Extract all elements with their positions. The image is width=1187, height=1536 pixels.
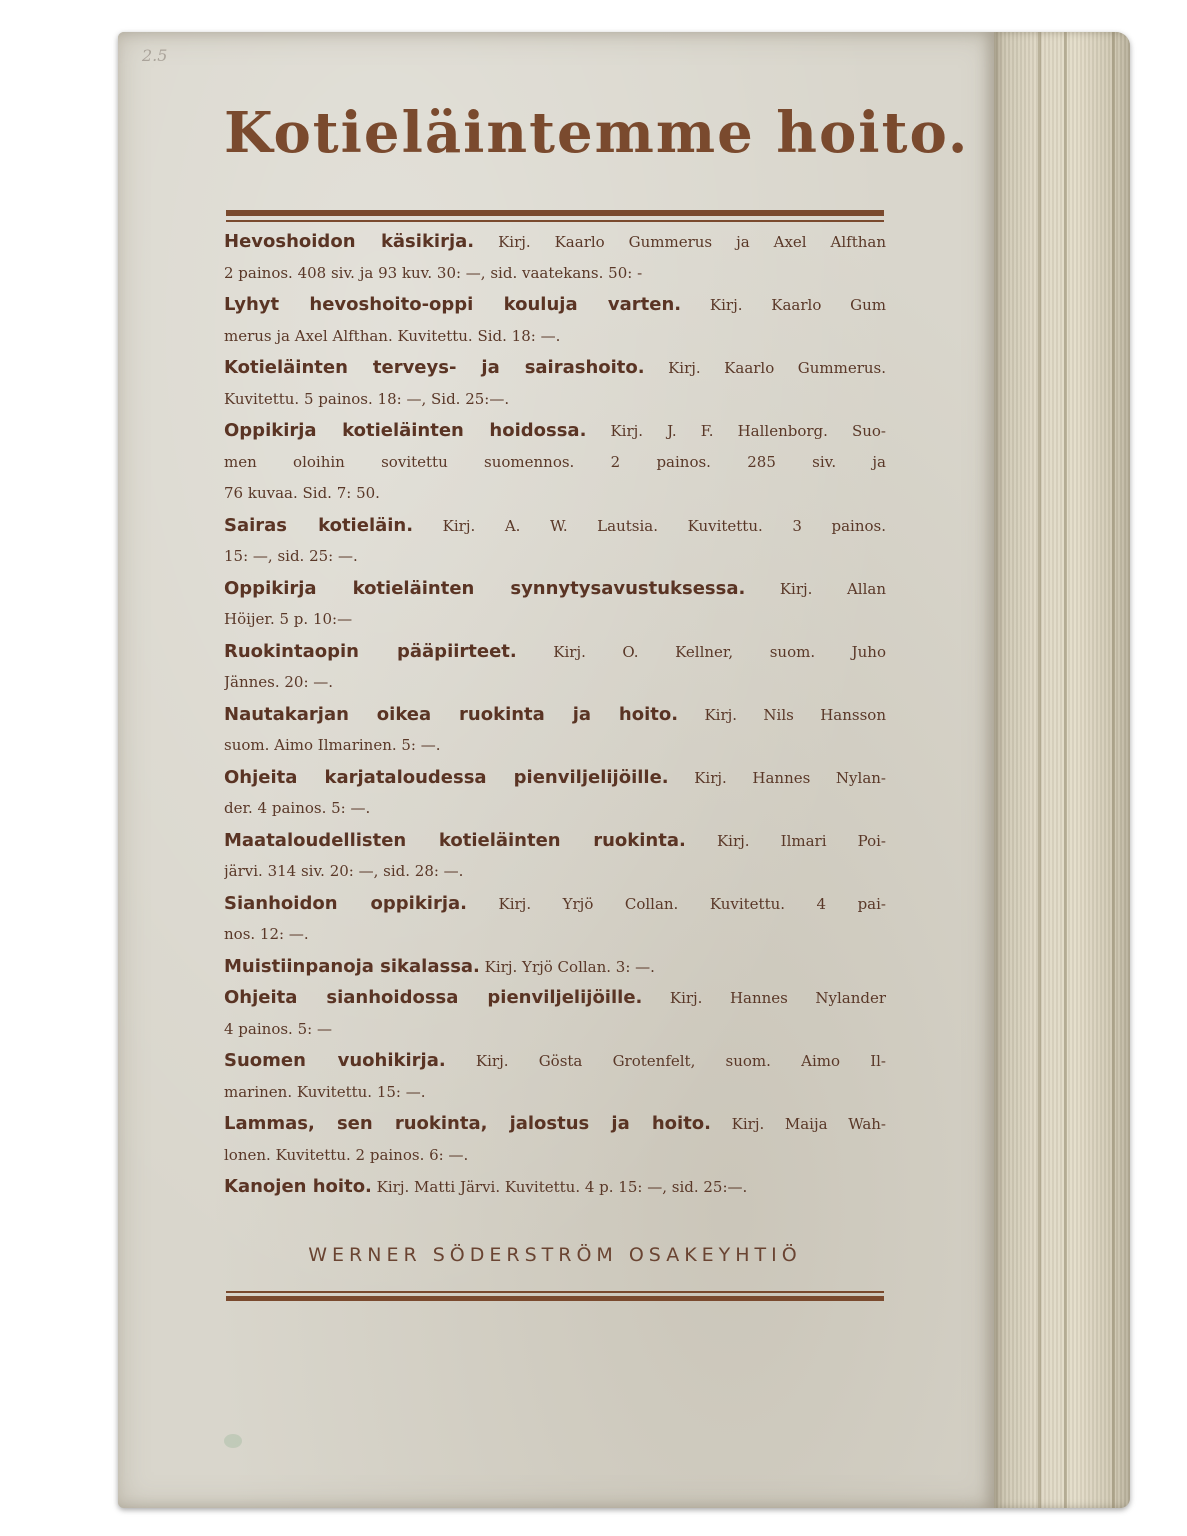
cover-panel: [118, 32, 994, 1508]
entry-line: [224, 699, 886, 731]
book-entry: [224, 1045, 886, 1108]
entry-line: [224, 447, 886, 479]
book-title: Lyhyt hevoshoito-oppi kouluja varten.: [224, 294, 682, 315]
entry-line: [224, 667, 886, 699]
book-entry: [224, 289, 886, 352]
book-entry: [224, 573, 886, 636]
entry-line: [224, 1014, 886, 1046]
book-details: 2 painos. 408 siv. ja 93 kuv. 30: —, sid. vaatekans. 50: -: [224, 263, 643, 282]
book-entry: [224, 982, 886, 1045]
book-details: men oloihin sovitettu suomennos. 2 painos. 285 siv. ja: [224, 452, 886, 471]
book-title: Ruokintaopin pääpiirteet.: [224, 640, 517, 662]
book-details: Kirj. Ilmari Poi-: [685, 831, 886, 850]
book-entry: [224, 510, 886, 573]
book-title: Nautakarjan oikea ruokinta ja hoito.: [224, 703, 679, 725]
entry-line: [224, 793, 886, 825]
entry-line: [224, 384, 886, 416]
entry-line: [224, 541, 886, 573]
book-details: Kirj. O. Kellner, suom. Juho: [516, 642, 886, 661]
pencil-mark: 2.5: [142, 46, 168, 65]
book-title: Kanojen hoito.: [224, 1176, 372, 1197]
book-list: [224, 226, 886, 1203]
page-title: Kotieläintemme hoito.: [224, 100, 970, 166]
cover-stain: [224, 1434, 242, 1448]
book-details: 76 kuvaa. Sid. 7: 50.: [224, 484, 380, 502]
entry-line: [224, 919, 886, 951]
entry-line: [224, 825, 886, 857]
entry-line: [224, 604, 886, 636]
book-details: lonen. Kuvitettu. 2 painos. 6: —.: [224, 1145, 469, 1164]
book-title: Hevoshoidon käsikirja.: [224, 231, 475, 252]
book-details: suom. Aimo Ilmarinen. 5: —.: [224, 736, 441, 754]
book-title: Maataloudellisten kotieläinten ruokinta.: [224, 829, 686, 851]
bottom-rule-thick: [226, 1296, 884, 1301]
book-title: Suomen vuohikirja.: [224, 1050, 446, 1071]
book-title: Muistiinpanoja sikalassa.: [224, 955, 480, 977]
entry-line: [224, 888, 886, 920]
title-rule-thick: [226, 210, 884, 216]
book-details: Kirj. Hannes Nylan-: [668, 768, 886, 787]
book-entry: [224, 699, 886, 762]
book-back-cover: [118, 32, 1130, 1508]
entry-line: [224, 1077, 886, 1109]
book-details: Kirj. Matti Järvi. Kuvitettu. 4 p. 15: —, sid. 25:—.: [371, 1178, 748, 1196]
book-title: Ohjeita sianhoidossa pienviljelijöille.: [224, 987, 643, 1008]
entry-line: [224, 573, 886, 605]
entry-line: [224, 856, 886, 888]
book-title: Kotieläinten terveys- ja sairashoito.: [224, 357, 645, 378]
book-entry: [224, 1171, 886, 1203]
publisher-name: WERNER SÖDERSTRÖM OSAKEYHTIÖ: [308, 1244, 802, 1266]
book-entry: [224, 226, 886, 289]
book-entry: [224, 1108, 886, 1171]
book-details: Kirj. Maija Wah-: [711, 1115, 886, 1133]
entry-line: [224, 289, 886, 321]
book-entry: [224, 415, 886, 510]
book-details: Kirj. Kaarlo Gummerus ja Axel Alfthan: [474, 233, 886, 251]
book-details: Kirj. J. F. Hallenborg. Suo-: [586, 422, 886, 440]
entry-line: [224, 762, 886, 794]
book-details: Höijer. 5 p. 10:—: [224, 610, 353, 628]
entry-line: [224, 951, 886, 983]
entry-line: [224, 321, 886, 353]
book-title: Sianhoidon oppikirja.: [224, 892, 467, 914]
book-title: Ohjeita karjataloudessa pienviljelijöille.: [224, 766, 669, 788]
entry-line: [224, 1108, 886, 1140]
book-entry: [224, 352, 886, 415]
book-title: Sairas kotieläin.: [224, 514, 414, 536]
entry-line: [224, 636, 886, 668]
book-entry: [224, 888, 886, 951]
entry-line: [224, 982, 886, 1014]
spine-groove: [1038, 32, 1041, 1508]
book-details: 15: —, sid. 25: —.: [224, 547, 358, 565]
spine-groove: [1112, 32, 1115, 1508]
book-title: Oppikirja kotieläinten synnytysavustuksessa.: [224, 577, 746, 599]
book-details: Kuvitettu. 5 painos. 18: —, Sid. 25:—.: [224, 389, 510, 408]
book-details: 4 painos. 5: —: [224, 1019, 332, 1038]
entry-line: [224, 510, 886, 542]
book-details: Kirj. Yrjö Collan. 3: —.: [479, 957, 655, 976]
book-spine: [994, 32, 1130, 1508]
book-entry: [224, 825, 886, 888]
book-details: Kirj. Gösta Grotenfelt, suom. Aimo Il-: [445, 1052, 886, 1070]
book-details: Kirj. Allan: [745, 579, 886, 598]
entry-line: [224, 258, 886, 290]
spine-groove: [1064, 32, 1067, 1508]
book-entry: [224, 762, 886, 825]
entry-line: [224, 478, 886, 510]
book-details: Jännes. 20: —.: [224, 673, 334, 691]
book-details: der. 4 painos. 5: —.: [224, 799, 371, 817]
entry-line: [224, 730, 886, 762]
book-entry: [224, 636, 886, 699]
book-entry: [224, 951, 886, 983]
book-details: merus ja Axel Alfthan. Kuvitettu. Sid. 18: —.: [224, 326, 561, 345]
book-details: Kirj. Kaarlo Gummerus.: [644, 359, 886, 377]
entry-line: [224, 352, 886, 384]
book-title: Lammas, sen ruokinta, jalostus ja hoito.: [224, 1113, 712, 1134]
entry-line: [224, 415, 886, 447]
book-details: Kirj. Yrjö Collan. Kuvitettu. 4 pai-: [467, 894, 886, 913]
entry-line: [224, 1140, 886, 1172]
bottom-rule-thin: [226, 1291, 884, 1293]
book-details: Kirj. Nils Hansson: [678, 705, 886, 724]
book-details: Kirj. Kaarlo Gum: [681, 296, 886, 314]
entry-line: [224, 1171, 886, 1203]
book-details: Kirj. A. W. Lautsia. Kuvitettu. 3 painos.: [413, 516, 886, 535]
book-details: marinen. Kuvitettu. 15: —.: [224, 1082, 426, 1101]
book-details: nos. 12: —.: [224, 925, 309, 943]
book-details: järvi. 314 siv. 20: —, sid. 28: —.: [224, 862, 464, 880]
title-rule-thin: [226, 220, 884, 222]
entry-line: [224, 226, 886, 258]
entry-line: [224, 1045, 886, 1077]
book-title: Oppikirja kotieläinten hoidossa.: [224, 420, 587, 441]
book-details: Kirj. Hannes Nylander: [642, 989, 886, 1007]
